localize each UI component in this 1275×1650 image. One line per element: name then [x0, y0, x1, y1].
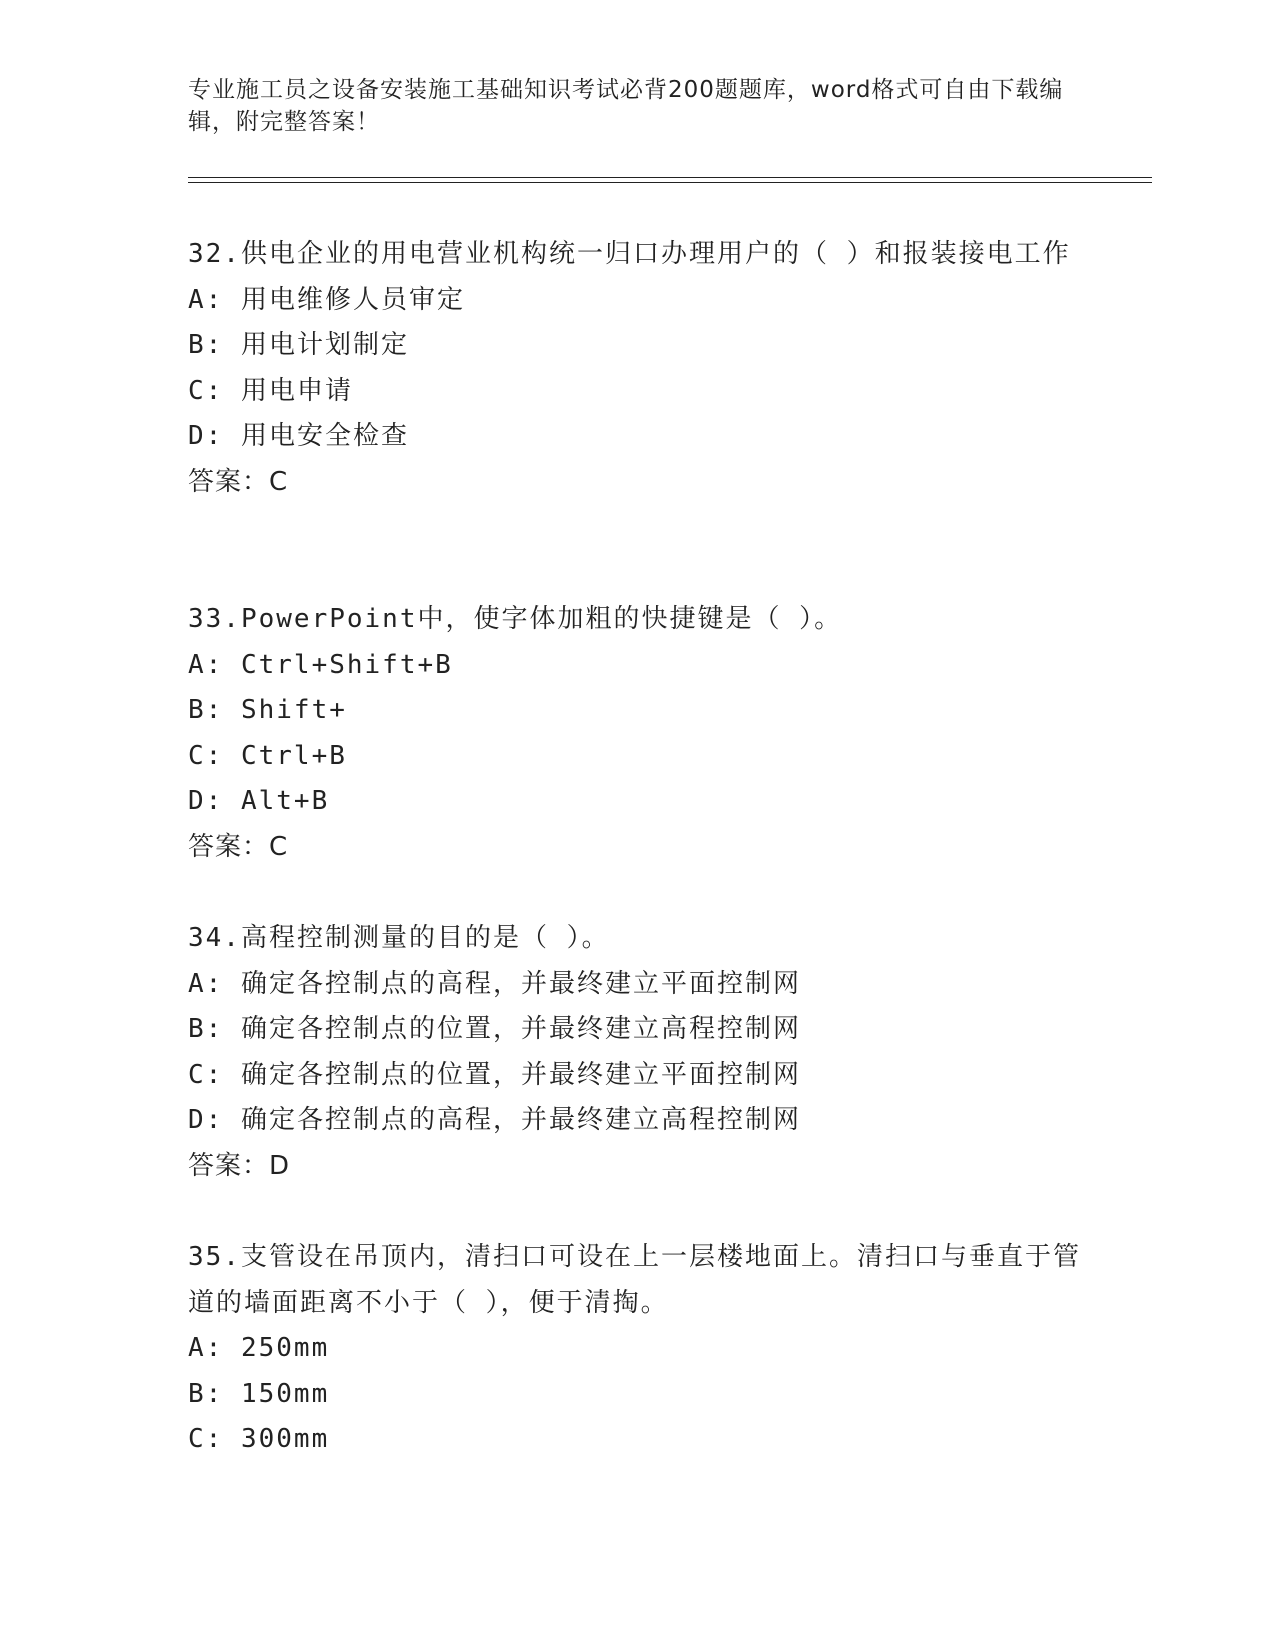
question-stem: 35.支管设在吊顶内，清扫口可设在上一层楼地面上。清扫口与垂直于管道的墙面距离不小于（ ），便于清掏。: [188, 1242, 1081, 1318]
option-a: A: 用电维修人员审定: [188, 284, 465, 315]
document-header: 专业施工员之设备安装施工基础知识考试必背200题题库，word格式可自由下载编辑，附完整答案！: [188, 77, 1064, 135]
question-32: [188, 232, 1088, 505]
question-35: [188, 1235, 1088, 1463]
option-a: A: Ctrl+Shift+B: [188, 649, 453, 680]
option-b: B: 150mm: [188, 1378, 330, 1409]
answer: 答案：C: [188, 831, 289, 862]
answer: 答案：D: [188, 1150, 291, 1181]
question-33: [188, 597, 1088, 870]
question-stem: 33.PowerPoint中，使字体加粗的快捷键是（ ）。: [188, 604, 843, 634]
option-d: D: Alt+B: [188, 786, 330, 816]
question-34: [188, 916, 1088, 1189]
option-b: B: 确定各控制点的位置，并最终建立高程控制网: [188, 1014, 801, 1044]
answer: 答案：C: [188, 466, 289, 497]
option-a: A: 250mm: [188, 1333, 330, 1363]
option-b: B: Shift+: [188, 695, 347, 725]
option-c: C: 确定各控制点的位置，并最终建立平面控制网: [188, 1059, 801, 1090]
header-divider-bottom: [188, 182, 1152, 183]
option-d: D: 确定各控制点的高程，并最终建立高程控制网: [188, 1105, 801, 1135]
question-stem: 32.供电企业的用电营业机构统一归口办理用户的（ ）和报装接电工作: [188, 239, 1071, 269]
option-d: D: 用电安全检查: [188, 421, 409, 451]
option-c: C: 用电申请: [188, 375, 353, 406]
option-c: C: Ctrl+B: [188, 740, 347, 771]
option-a: A: 确定各控制点的高程，并最终建立平面控制网: [188, 968, 801, 999]
option-b: B: 用电计划制定: [188, 330, 409, 360]
option-c: C: 300mm: [188, 1424, 330, 1454]
question-stem: 34.高程控制测量的目的是（ ）。: [188, 923, 610, 953]
header-divider-top: [188, 177, 1152, 178]
